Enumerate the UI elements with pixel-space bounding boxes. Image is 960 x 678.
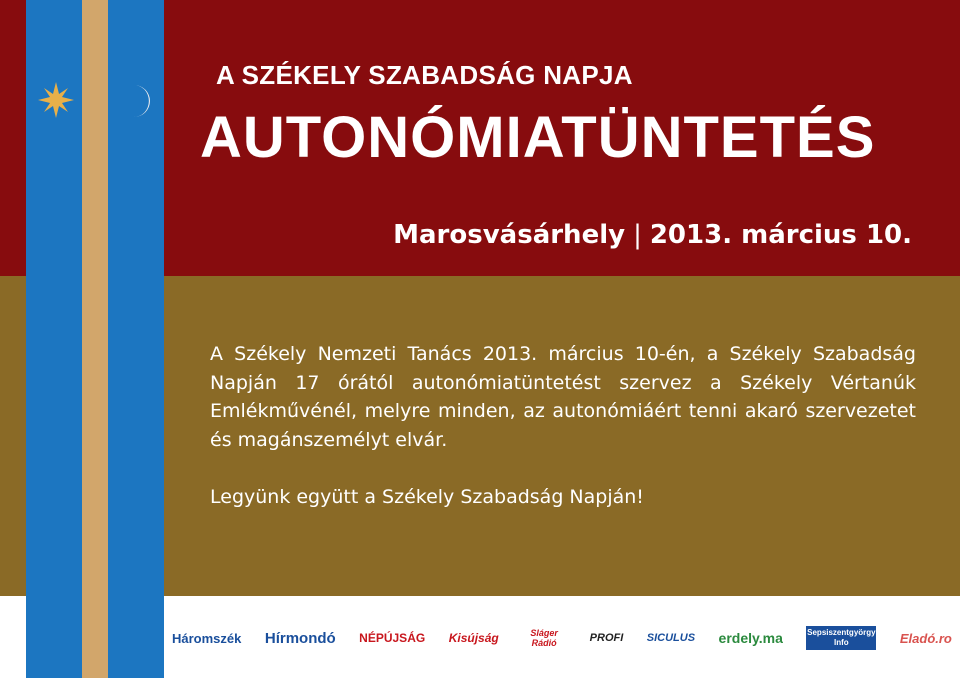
moon-icon (124, 84, 154, 118)
sponsor-logo-haromszek[interactable]: Háromszék (172, 630, 242, 646)
place-date-separator: | (633, 220, 642, 250)
sponsor-logo-nepujsag[interactable]: NÉPÚJSÁG (359, 631, 426, 645)
flag-stripe-gold (82, 0, 108, 678)
closing-line: Legyünk együtt a Székely Szabadság Napján! (210, 486, 644, 508)
sponsor-logos (172, 606, 952, 670)
sponsor-logo-sepsiszentgyorgy-info[interactable]: Sepsiszentgyörgy Info (806, 626, 876, 650)
sponsor-logo-profi[interactable]: PROFI (589, 632, 624, 644)
event-date: 2013. március 10. (649, 220, 912, 250)
sponsor-logo-siculus[interactable]: SICULUS (646, 632, 696, 644)
place-date-line (393, 220, 912, 250)
sponsor-logo-erdely-ma[interactable]: erdely.ma (718, 630, 783, 646)
event-subtitle: A SZÉKELY SZABADSÁG NAPJA (216, 60, 633, 90)
sponsor-logo-elado-ro[interactable]: Eladó.ro (899, 630, 952, 646)
sponsor-logo-slager-radio[interactable]: Sláger Rádió (530, 628, 558, 648)
sponsor-logo-hirmondo[interactable]: Hírmondó (264, 629, 336, 647)
star-icon (38, 82, 74, 118)
event-title: AUTONÓMIATÜNTETÉS (200, 105, 876, 170)
sponsor-logo-kisujsag[interactable]: Kisújság (448, 631, 499, 645)
event-place: Marosvásárhely (393, 220, 626, 250)
event-description: A Székely Nemzeti Tanács 2013. március 10-én, a Székely Szabadság Napján 17 órától autonómiatüntetést szervez a Székely Vértanúk Emlékművénél, melyre minden, az autonómiáért tenni akaró szervezetet és magánszemélyt elvár. (210, 343, 916, 451)
